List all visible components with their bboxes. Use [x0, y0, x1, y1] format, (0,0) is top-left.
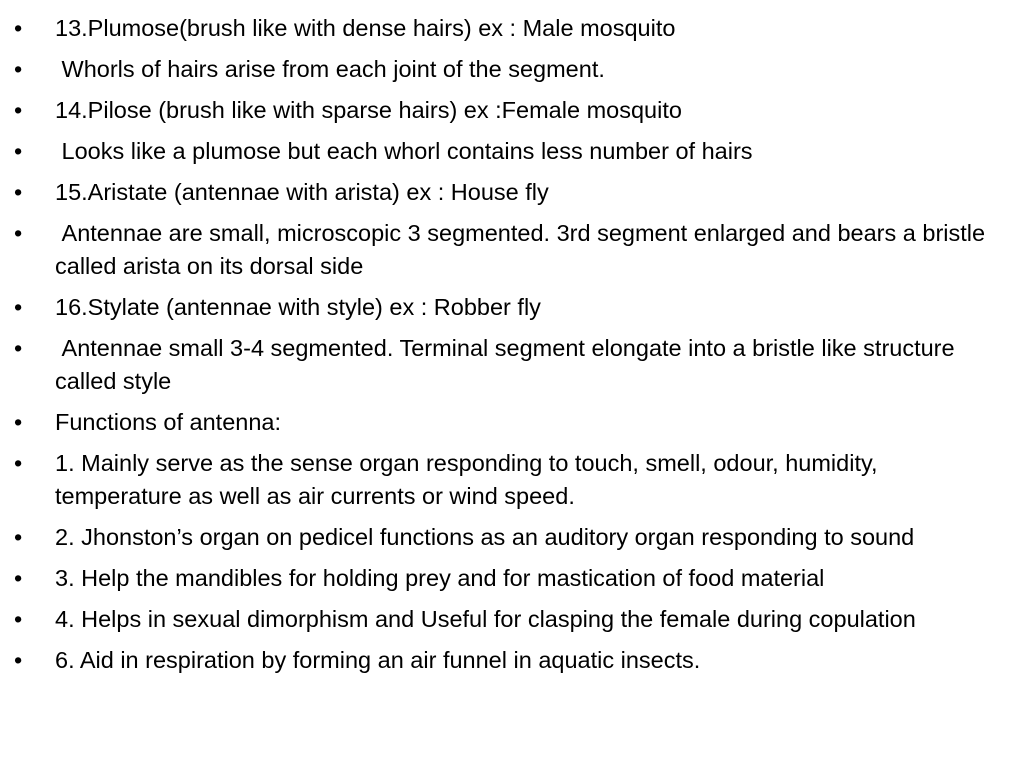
bullet-item-function-6: • 6. Aid in respiration by forming an air funnel in aquatic insects.	[14, 644, 1004, 677]
bullet-item-pilose-detail: • Looks like a plumose but each whorl contains less number of hairs	[14, 135, 1004, 168]
bullet-list	[14, 12, 1004, 685]
bullet-item-functions-heading: • Functions of antenna:	[14, 406, 1004, 439]
bullet-item-function-1: • 1. Mainly serve as the sense organ responding to touch, smell, odour, humidity, temperature as well as air currents or wind speed.	[14, 447, 1004, 513]
bullet-item-stylate-detail: • Antennae small 3-4 segmented. Terminal segment elongate into a bristle like structure called style	[14, 332, 1004, 398]
bullet-item-stylate: • 16.Stylate (antennae with style) ex : Robber fly	[14, 291, 1004, 324]
bullet-item-function-4: • 4. Helps in sexual dimorphism and Useful for clasping the female during copulation	[14, 603, 1004, 636]
bullet-item-aristate-detail: • Antennae are small, microscopic 3 segmented. 3rd segment enlarged and bears a bristle called arista on its dorsal side	[14, 217, 1004, 283]
bullet-item-plumose: • 13.Plumose(brush like with dense hairs) ex : Male mosquito	[14, 12, 1004, 45]
bullet-item-plumose-detail: • Whorls of hairs arise from each joint of the segment.	[14, 53, 1004, 86]
bullet-item-pilose: • 14.Pilose (brush like with sparse hairs) ex :Female mosquito	[14, 94, 1004, 127]
bullet-item-aristate: • 15.Aristate (antennae with arista) ex : House fly	[14, 176, 1004, 209]
bullet-item-function-2: • 2. Jhonston’s organ on pedicel functions as an auditory organ responding to sound	[14, 521, 1004, 554]
bullet-item-function-3: • 3. Help the mandibles for holding prey and for mastication of food material	[14, 562, 1004, 595]
